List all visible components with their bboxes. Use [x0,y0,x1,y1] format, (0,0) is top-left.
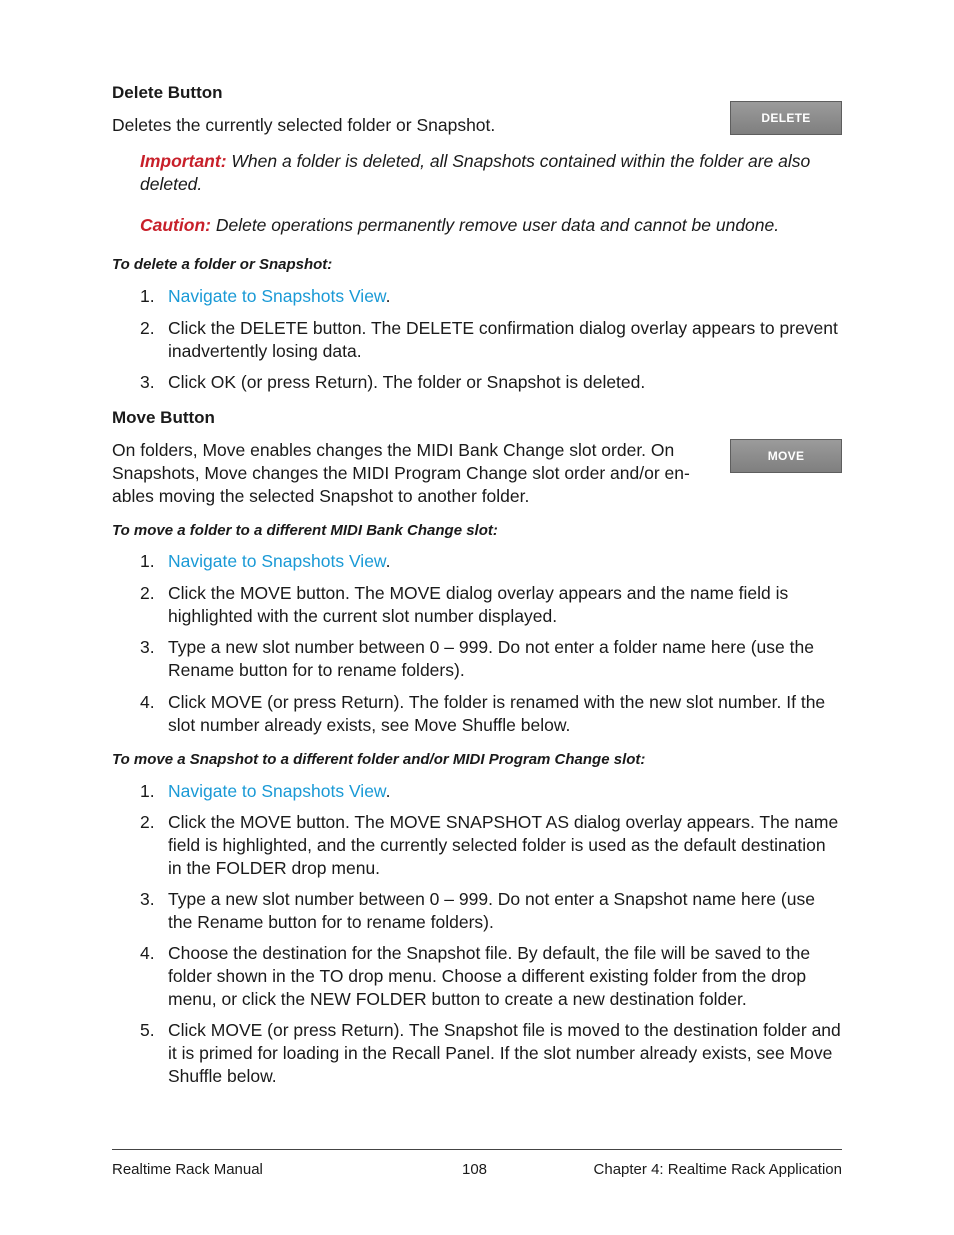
step-number: 3. [140,637,155,657]
important-label: Important: [140,151,227,171]
step-text: Click MOVE (or press Return). The folder is renamed with the new slot number. If the slot number already exists, see Move Shuffle below. [168,692,826,735]
delete-procedure-title: To delete a folder or Snapshot: [112,256,333,273]
step-number: 4. [140,943,155,963]
step-number: 2. [140,812,155,832]
step-number: 2. [140,318,155,338]
step-number: 1. [140,551,155,571]
navigate-snapshots-link[interactable]: Navigate to Snapshots View [168,781,386,801]
step-text: Click OK (or press Return). The folder or Snapshot is deleted. [168,372,646,392]
move-button[interactable]: MOVE [730,439,842,473]
step-number: 1. [140,781,155,801]
delete-description: Deletes the currently selected folder or Snapshot. [112,115,496,135]
important-text: When a folder is deleted, all Snapshots contained within the folder are also deleted. [140,151,811,194]
step-number: 4. [140,692,155,712]
caution-note [140,214,830,237]
caution-label: Caution: [140,215,211,235]
step-text: Click the MOVE button. The MOVE dialog overlay appears and the name field is highlighted with the current slot number displayed. [168,583,789,626]
footer-manual-title: Realtime Rack Manual [112,1161,263,1178]
step-number: 5. [140,1020,155,1040]
step-text: Click the DELETE button. The DELETE confirmation dialog overlay appears to prevent inadvertently losing data. [168,318,838,361]
step-text: . [385,286,391,306]
step-text: . [385,781,391,801]
move-snapshot-procedure-title: To move a Snapshot to a different folder and/or MIDI Program Change slot: [112,751,646,768]
important-note [140,150,830,196]
footer-divider [112,1149,842,1150]
step-number: 3. [140,889,155,909]
delete-heading: Delete Button [112,83,223,102]
step-text: Click the MOVE button. The MOVE SNAPSHOT AS dialog overlay appears. The name field is highlighted, and the currently selected folder is used as the default destination in the FOLDER drop menu. [168,812,839,878]
step-number: 3. [140,372,155,392]
step-number: 2. [140,583,155,603]
footer-chapter-title: Chapter 4: Realtime Rack Application [593,1161,842,1178]
footer-page-number: 108 [462,1161,488,1178]
step-number: 1. [140,286,155,306]
step-text: Type a new slot number between 0 – 999. Do not enter a Snapshot name here (use the Rename button for to rename folders). [168,889,815,932]
step-text: Click MOVE (or press Return). The Snapshot file is moved to the destination folder and it is primed for loading in the Recall Panel. If the slot number already exists, see Move Shuffle below. [168,1020,841,1086]
move-folder-procedure-title: To move a folder to a different MIDI Bank Change slot: [112,522,498,539]
delete-button[interactable]: DELETE [730,101,842,135]
move-description: On folders, Move enables changes the MIDI Bank Change slot order. On Snapshots, Move changes the MIDI Program Change slot order and/or en-ables moving the selected Snapshot to another folder. [112,440,690,506]
step-text: Choose the destination for the Snapshot file. By default, the file will be saved to the folder shown in the TO drop menu. Choose a different existing folder from the drop menu, or click the NEW FOLDER button to create a new destination folder. [168,943,811,1009]
move-heading: Move Button [112,408,215,427]
step-text: Type a new slot number between 0 – 999. Do not enter a folder name here (use the Rename button for to rename folders). [168,637,814,680]
navigate-snapshots-link[interactable]: Navigate to Snapshots View [168,286,386,306]
caution-text: Delete operations permanently remove user data and cannot be undone. [210,215,780,235]
navigate-snapshots-link[interactable]: Navigate to Snapshots View [168,551,386,571]
step-text: . [385,551,391,571]
